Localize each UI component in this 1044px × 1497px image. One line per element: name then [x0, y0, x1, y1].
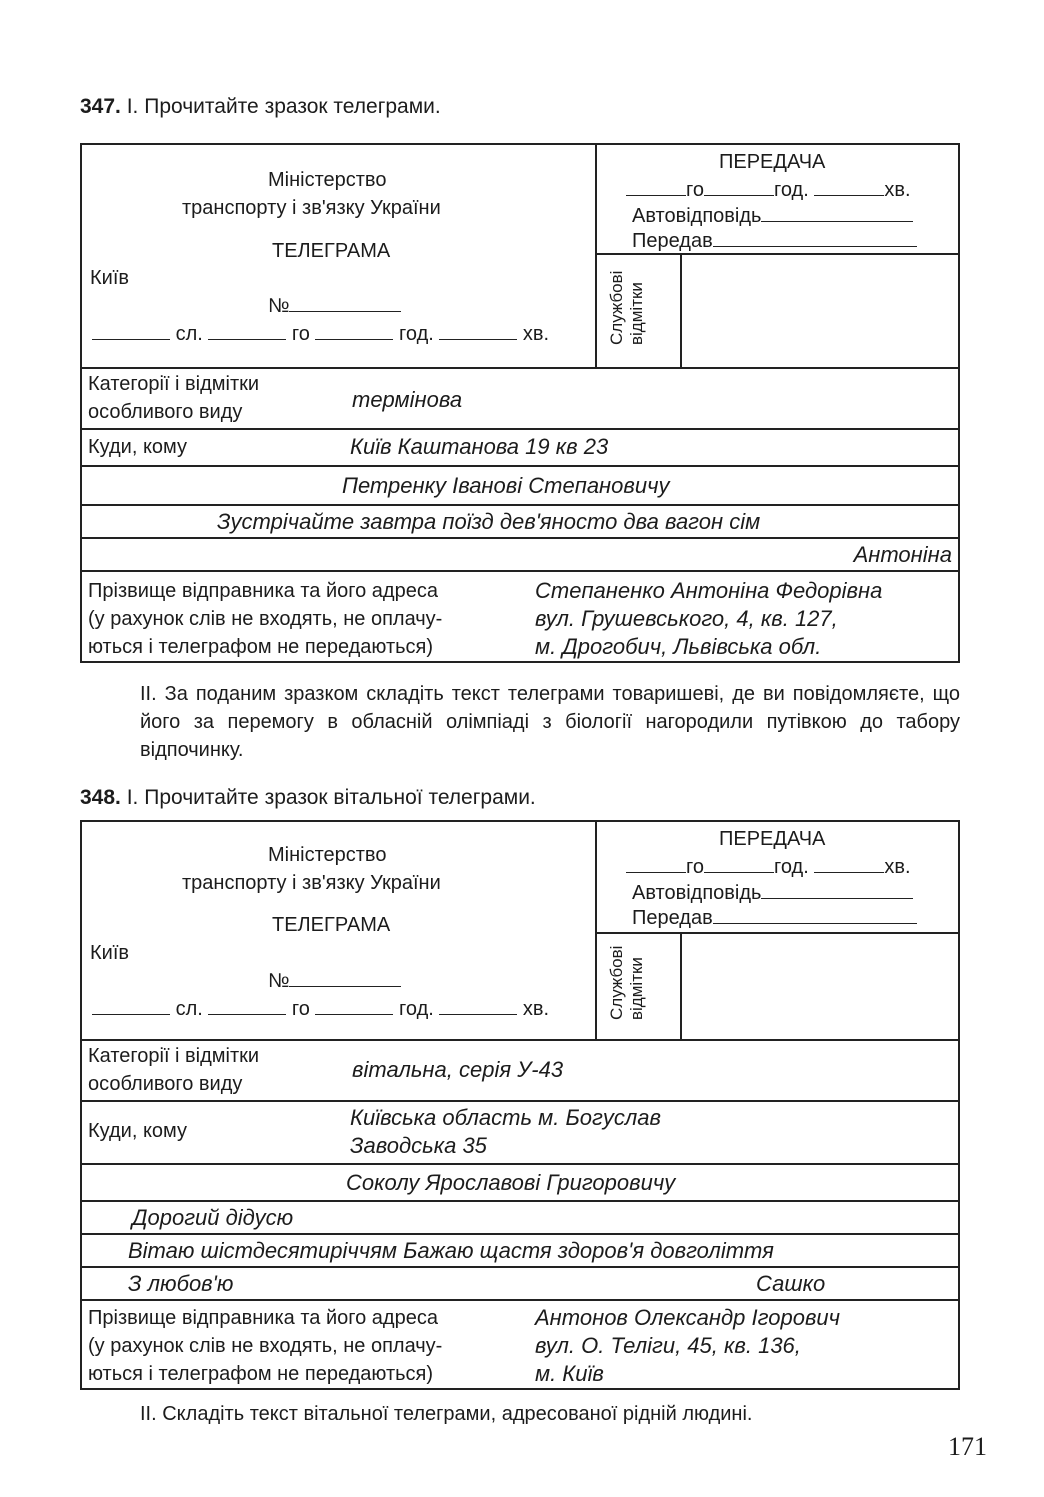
exercise-348-heading: [80, 786, 536, 810]
peredav-line: [632, 907, 917, 930]
address-label: Куди, кому: [88, 1120, 188, 1142]
category-label-line1: Категорії і відмітки: [88, 1045, 260, 1067]
address-line1: Київська область м. Богуслав: [350, 1105, 662, 1130]
go-label: го: [686, 856, 704, 878]
peredav-line: [632, 230, 917, 253]
sender-row: [82, 1299, 958, 1390]
category-label-line1: Категорії і відмітки: [88, 373, 260, 395]
closing-value: З любов'ю: [128, 1271, 234, 1296]
exercise-347-task2: ІІ. За поданим зразком складіть текст телеграми товаришеві, де ви повідомляєте, що його за перемогу в обласній олімпіаді з біології нагородили путівкою до табору відпочинку.: [140, 683, 960, 761]
peredav-label: Передав: [632, 230, 713, 252]
sender-row: [82, 570, 958, 665]
telegram-title: ТЕЛЕГРАМА: [272, 914, 391, 936]
sender-street: вул. О. Теліги, 45, кв. 136,: [535, 1333, 801, 1358]
city-label: Київ: [90, 942, 130, 964]
number-line: [268, 970, 401, 993]
time-line: [92, 998, 549, 1021]
number-line: [268, 295, 401, 318]
sluzhbovi-label: [607, 946, 647, 1020]
sender-label-line2: (у рахунок слів не входять, не оплачу-: [88, 1335, 443, 1357]
avtovidpovid-line: [632, 882, 913, 905]
recipient-value: Соколу Ярославові Григоровичу: [346, 1170, 676, 1195]
sl-label: сл.: [175, 323, 203, 345]
address-line2: Заводська 35: [350, 1133, 487, 1158]
message-row: [82, 1233, 958, 1267]
signature-value: Антоніна: [853, 542, 952, 567]
category-row: [82, 1039, 958, 1101]
closing-row: [82, 1266, 958, 1300]
message-row: [82, 504, 958, 538]
exercise-number: 348.: [80, 786, 121, 809]
message-value: Вітаю шістдесятиріччям Бажаю щастя здоров'я довголіття: [128, 1238, 774, 1263]
greeting-row: [82, 1200, 958, 1234]
sender-city: м. Київ: [535, 1361, 604, 1386]
hv-label: хв.: [884, 179, 911, 201]
sluzhbovi-line1: Службові: [607, 270, 626, 345]
hv-label: хв.: [884, 856, 911, 878]
sender-label-line2: (у рахунок слів не входять, не оплачу-: [88, 608, 443, 630]
sender-name: Степаненко Антоніна Федорівна: [535, 578, 883, 603]
sluzhbovi-line2: відмітки: [627, 957, 646, 1020]
sluzhbovi-label: [607, 271, 647, 345]
go-label: го: [291, 323, 310, 345]
sl-label: сл.: [175, 998, 203, 1020]
exercise-instruction: І. Прочитайте зразок вітальної телеграми.: [126, 786, 536, 809]
god-label: год.: [773, 179, 809, 201]
peredacha-label: ПЕРЕДАЧА: [719, 828, 826, 850]
city-label: Київ: [90, 267, 130, 289]
sluzhbovi-line1: Службові: [607, 945, 626, 1020]
go-label: го: [291, 998, 310, 1020]
sluzhbovi-line2: відмітки: [627, 282, 646, 345]
category-value: вітальна, серія У-43: [352, 1057, 564, 1082]
message-value: Зустрічайте завтра поїзд дев'яносто два вагон сім: [217, 509, 761, 534]
address-row: [82, 428, 958, 466]
signature-value: Сашко: [756, 1271, 826, 1296]
exercise-347-heading: [80, 95, 441, 119]
telegram-title: ТЕЛЕГРАМА: [272, 240, 391, 262]
god-label: год.: [399, 323, 434, 345]
ministry-line2: транспорту і зв'язку України: [182, 872, 441, 894]
ministry-line2: транспорту і зв'язку України: [182, 197, 441, 219]
sender-label-line3: ються і телеграфом не передаються): [88, 636, 434, 658]
number-label: №: [268, 295, 290, 317]
avtovidpovid-line: [632, 205, 913, 228]
peredav-label: Передав: [632, 907, 713, 929]
exercise-instruction: І. Прочитайте зразок телеграми.: [126, 95, 441, 118]
telegram-form-2: [80, 820, 960, 1390]
address-label: Куди, кому: [88, 436, 188, 458]
sender-label-line3: ються і телеграфом не передаються): [88, 1363, 434, 1385]
number-label: №: [268, 970, 290, 992]
recipient-row: [82, 465, 958, 505]
peredacha-time-line: [626, 856, 911, 879]
address-row: [82, 1100, 958, 1164]
avtovidpovid-label: Автовідповідь: [632, 205, 762, 227]
ministry-line1: Міністерство: [268, 844, 387, 866]
sender-label-line1: Прізвище відправника та його адреса: [88, 580, 438, 602]
time-line: [92, 323, 549, 346]
exercise-number: 347.: [80, 95, 121, 118]
recipient-row: [82, 1163, 958, 1201]
category-row: [82, 367, 958, 429]
hv-label: хв.: [522, 998, 550, 1020]
sender-name: Антонов Олександр Ігорович: [535, 1305, 841, 1330]
avtovidpovid-label: Автовідповідь: [632, 882, 762, 904]
page-number: 171: [948, 1432, 987, 1461]
peredacha-label: ПЕРЕДАЧА: [719, 151, 826, 173]
god-label: год.: [773, 856, 809, 878]
address-value: Київ Каштанова 19 кв 23: [350, 434, 609, 459]
telegram-form-1: [80, 143, 960, 663]
go-label: го: [686, 179, 704, 201]
category-label-line2: особливого виду: [88, 401, 243, 423]
recipient-value: Петренку Іванові Степановичу: [342, 473, 670, 498]
signature-row: [82, 537, 958, 571]
ministry-line1: Міністерство: [268, 169, 387, 191]
god-label: год.: [399, 998, 434, 1020]
category-value: термінова: [352, 387, 463, 412]
hv-label: хв.: [522, 323, 550, 345]
sender-street: вул. Грушевського, 4, кв. 127,: [535, 606, 838, 631]
sender-city: м. Дрогобич, Львівська обл.: [535, 634, 822, 659]
sender-label-line1: Прізвище відправника та його адреса: [88, 1307, 438, 1329]
category-label-line2: особливого виду: [88, 1073, 243, 1095]
exercise-348-task2: ІІ. Складіть текст вітальної телеграми, адресованої рідній людині.: [140, 1403, 753, 1425]
greeting-value: Дорогий дідусю: [132, 1205, 294, 1230]
peredacha-time-line: [626, 179, 911, 202]
